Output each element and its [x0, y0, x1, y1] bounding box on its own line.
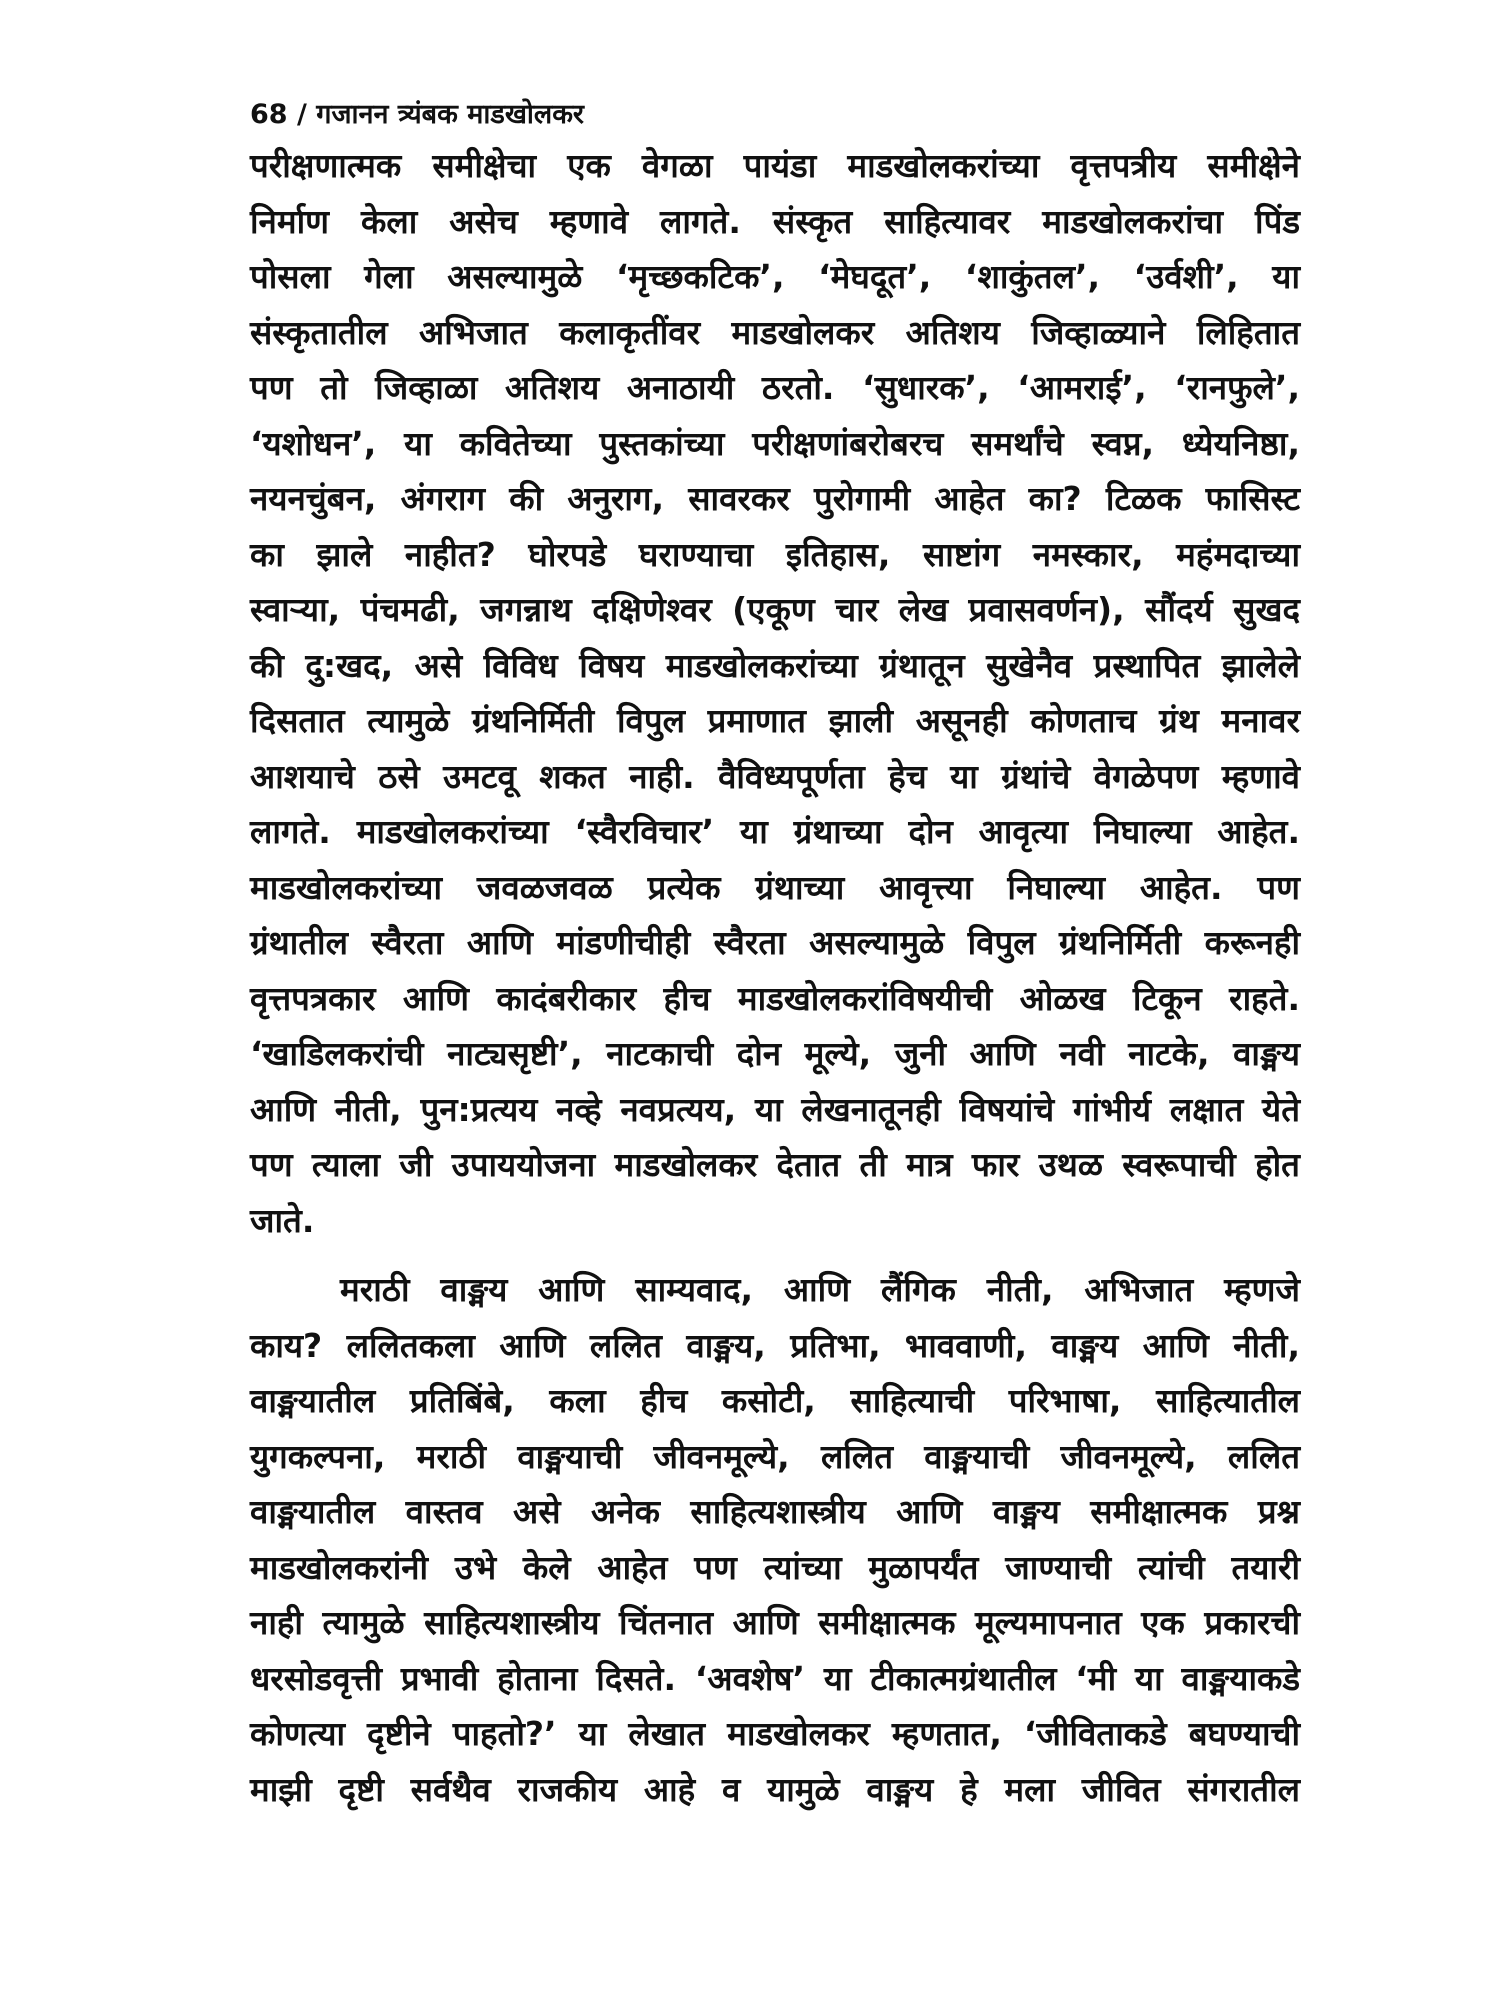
text-line: जाते.	[250, 1200, 315, 1240]
text-line: वृत्तपत्रकार आणि कादंबरीकार हीच माडखोलकरांविषयीची ओळख टिकून राहते.	[250, 978, 1300, 1018]
text-line: माडखोलकरांच्या जवळजवळ प्रत्येक ग्रंथाच्या आवृत्त्या निघाल्या आहेत. पण	[250, 867, 1300, 907]
text-line: वाङ्मयातील वास्तव असे अनेक साहित्यशास्त्रीय आणि वाङ्मय समीक्षात्मक प्रश्न	[250, 1492, 1300, 1531]
text-line: की दु:खद, असे विविध विषय माडखोलकरांच्या ग्रंथातून सुखेनैव प्रस्थापित झालेले	[250, 645, 1300, 685]
running-title: गजानन त्र्यंबक माडखोलकर	[316, 99, 584, 130]
text-line: निर्माण केला असेच म्हणावे लागते. संस्कृत साहित्यावर माडखोलकरांचा पिंड	[250, 201, 1300, 241]
text-line: ‘खाडिलकरांची नाट्यसृष्टी’, नाटकाची दोन मूल्ये, जुनी आणि नवी नाटके, वाङ्मय	[250, 1034, 1300, 1073]
text-line: युगकल्पना, मराठी वाङ्मयाची जीवनमूल्ये, ललित वाङ्मयाची जीवनमूल्ये, ललित	[250, 1436, 1300, 1476]
page-number: 68	[250, 99, 288, 130]
text-line: वाङ्मयातील प्रतिबिंबे, कला हीच कसोटी, साहित्याची परिभाषा, साहित्यातील	[250, 1381, 1300, 1420]
text-line: ग्रंथातील स्वैरता आणि मांडणीचीही स्वैरता असल्यामुळे विपुल ग्रंथनिर्मिती करूनही	[250, 923, 1300, 962]
text-line: स्वाऱ्या, पंचमढी, जगन्नाथ दक्षिणेश्वर (एकूण चार लेख प्रवासवर्णन), सौंदर्य सुखद	[250, 590, 1300, 629]
book-page	[250, 96, 1300, 1817]
text-line: माझी दृष्टी सर्वथैव राजकीय आहे व यामुळे वाङ्मय हे मला जीवित संगरातील	[250, 1769, 1300, 1809]
paragraph-gap	[250, 1248, 1300, 1262]
text-line: पण तो जिव्हाळा अतिशय अनाठायी ठरतो. ‘सुधारक’, ‘आमराई’, ‘रानफुले’,	[250, 368, 1300, 407]
text-line: पोसला गेला असल्यामुळे ‘मृच्छकटिक’, ‘मेघदूत’, ‘शाकुंतल’, ‘उर्वशी’, या	[250, 257, 1300, 296]
header-separator: /	[296, 99, 307, 130]
text-line: नयनचुंबन, अंगराग की अनुराग, सावरकर पुरोगामी आहेत का? टिळक फासिस्ट	[250, 479, 1300, 518]
running-head	[250, 96, 1300, 134]
text-line: लागते. माडखोलकरांच्या ‘स्वैरविचार’ या ग्रंथाच्या दोन आवृत्या निघाल्या आहेत.	[250, 812, 1300, 851]
paragraph-2	[250, 1262, 1300, 1817]
text-line: धरसोडवृत्ती प्रभावी होताना दिसते. ‘अवशेष’ या टीकात्मग्रंथातील ‘मी या वाङ्मयाकडे	[250, 1658, 1300, 1698]
paragraph-1	[250, 138, 1300, 1248]
text-line: आशयाचे ठसे उमटवू शकत नाही. वैविध्यपूर्णता हेच या ग्रंथांचे वेगळेपण म्हणावे	[250, 756, 1300, 796]
text-line: माडखोलकरांनी उभे केले आहेत पण त्यांच्या मुळापर्यंत जाण्याची त्यांची तयारी	[250, 1547, 1300, 1587]
text-line: काय? ललितकला आणि ललित वाङ्मय, प्रतिभा, भाववाणी, वाङ्मय आणि नीती,	[250, 1325, 1300, 1365]
text-line: परीक्षणात्मक समीक्षेचा एक वेगळा पायंडा माडखोलकरांच्या वृत्तपत्रीय समीक्षेने	[250, 146, 1300, 185]
text-line: संस्कृतातील अभिजात कलाकृतींवर माडखोलकर अतिशय जिव्हाळ्याने लिहितात	[250, 312, 1300, 352]
text-line: का झाले नाहीत? घोरपडे घराण्याचा इतिहास, साष्टांग नमस्कार, महंमदाच्या	[250, 534, 1300, 574]
text-line: आणि नीती, पुन:प्रत्यय नव्हे नवप्रत्यय, या लेखनातूनही विषयांचे गांभीर्य लक्षात येते	[250, 1089, 1300, 1129]
text-line: ‘यशोधन’, या कवितेच्या पुस्तकांच्या परीक्षणांबरोबरच समर्थांचे स्वप्न, ध्येयनिष्ठा,	[250, 423, 1300, 463]
text-line: मराठी वाङ्मय आणि साम्यवाद, आणि लैंगिक नीती, अभिजात म्हणजे	[340, 1270, 1300, 1309]
text-line: कोणत्या दृष्टीने पाहतो?’ या लेखात माडखोलकर म्हणतात, ‘जीविताकडे बघण्याची	[250, 1714, 1300, 1753]
text-line: दिसतात त्यामुळे ग्रंथनिर्मिती विपुल प्रमाणात झाली असूनही कोणताच ग्रंथ मनावर	[250, 701, 1300, 740]
text-line: नाही त्यामुळे साहित्यशास्त्रीय चिंतनात आणि समीक्षात्मक मूल्यमापनात एक प्रकारची	[250, 1603, 1300, 1642]
text-line: पण त्याला जी उपाययोजना माडखोलकर देतात ती मात्र फार उथळ स्वरूपाची होत	[250, 1145, 1300, 1184]
